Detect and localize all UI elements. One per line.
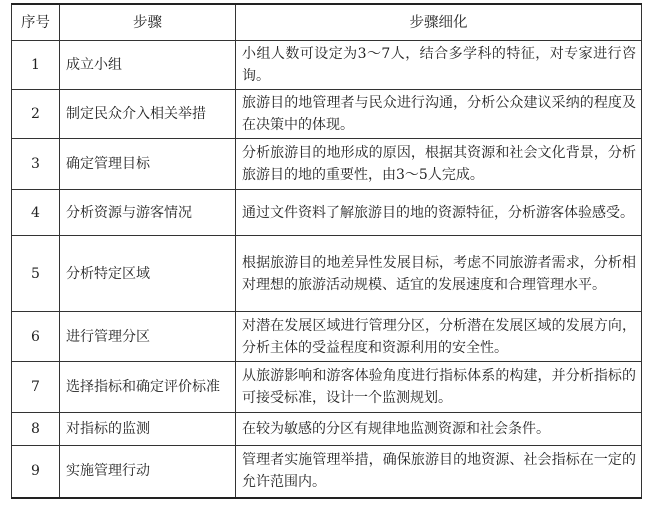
table-row [12, 446, 642, 498]
row-step: 选择指标和确定评价标准 [60, 362, 236, 413]
row-step: 实施管理行动 [60, 446, 236, 498]
row-detail: 根据旅游目的地差异性发展目标，考虑不同旅游者需求，分析相对理想的旅游活动规模、适宜的发展速度和合理管理水平。 [236, 236, 642, 312]
table-row [12, 312, 642, 362]
row-detail: 旅游目的地管理者与民众进行沟通，分析公众建议采纳的程度及在决策中的体现。 [236, 90, 642, 139]
row-step: 分析特定区域 [60, 236, 236, 312]
row-index: 2 [12, 90, 60, 139]
header-index: 序号 [12, 4, 60, 41]
table-row [12, 190, 642, 236]
header-step: 步骤 [60, 4, 236, 41]
table-row [12, 362, 642, 413]
row-index: 4 [12, 190, 60, 236]
row-index: 8 [12, 413, 60, 446]
row-index: 7 [12, 362, 60, 413]
row-index: 3 [12, 139, 60, 190]
row-step: 成立小组 [60, 41, 236, 90]
row-step: 制定民众介入相关举措 [60, 90, 236, 139]
row-detail: 分析旅游目的地形成的原因，根据其资源和社会文化背景，分析旅游目的地的重要性，由3～5人完成。 [236, 139, 642, 190]
steps-table [11, 3, 642, 499]
row-detail: 小组人数可设定为3～7人，结合多学科的特征，对专家进行咨询。 [236, 41, 642, 90]
table-row [12, 236, 642, 312]
header-row [12, 4, 642, 41]
row-step: 进行管理分区 [60, 312, 236, 362]
row-detail: 对潜在发展区域进行管理分区，分析潜在发展区域的发展方向，分析主体的受益程度和资源利用的安全性。 [236, 312, 642, 362]
row-index: 1 [12, 41, 60, 90]
row-step: 分析资源与游客情况 [60, 190, 236, 236]
row-step: 确定管理目标 [60, 139, 236, 190]
table-row [12, 90, 642, 139]
row-detail: 从旅游影响和游客体验角度进行指标体系的构建，并分析指标的可接受标准，设计一个监测规划。 [236, 362, 642, 413]
row-detail: 管理者实施管理举措，确保旅游目的地资源、社会指标在一定的允许范围内。 [236, 446, 642, 498]
header-detail: 步骤细化 [236, 4, 642, 41]
table-row [12, 41, 642, 90]
row-index: 6 [12, 312, 60, 362]
row-detail: 在较为敏感的分区有规律地监测资源和社会条件。 [236, 413, 642, 446]
row-index: 5 [12, 236, 60, 312]
table-row [12, 413, 642, 446]
row-step: 对指标的监测 [60, 413, 236, 446]
row-index: 9 [12, 446, 60, 498]
table-row [12, 139, 642, 190]
row-detail: 通过文件资料了解旅游目的地的资源特征，分析游客体验感受。 [236, 190, 642, 236]
